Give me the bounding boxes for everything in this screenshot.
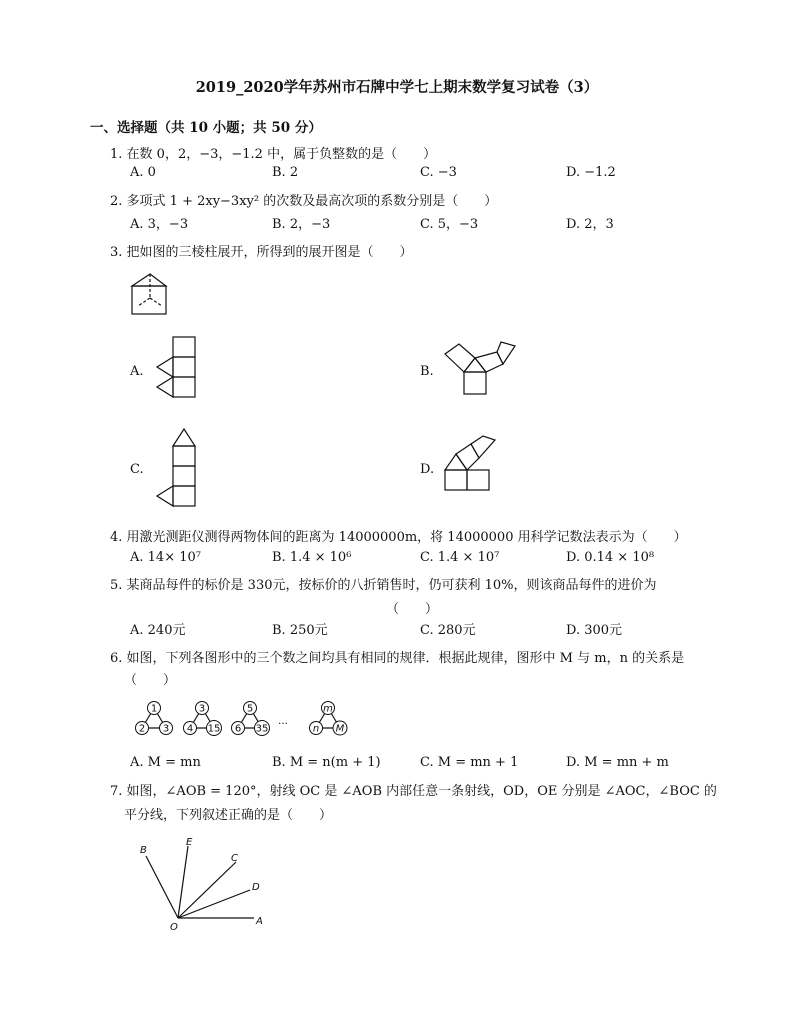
q3-net-a xyxy=(155,336,197,400)
q5-option-b[interactable]: B. 250元 xyxy=(272,623,328,638)
q2-option-a[interactable]: A. 3，−3 xyxy=(130,217,189,232)
q6-f3-right: 35 xyxy=(255,723,269,735)
question-5-stem-cont: （ ） xyxy=(386,602,439,617)
q3-option-d[interactable]: D. xyxy=(420,462,435,477)
q5-option-a[interactable]: A. 240元 xyxy=(130,623,186,638)
q6-ellipsis: … xyxy=(278,716,288,727)
q1-option-d[interactable]: D. −1.2 xyxy=(566,165,616,180)
q3-option-b[interactable]: B. xyxy=(420,364,434,379)
q6-figure-1 xyxy=(136,702,173,735)
q6-f4-left: n xyxy=(312,723,320,735)
q6-f1-left: 2 xyxy=(138,723,146,735)
prism-figure xyxy=(130,272,170,318)
q1-option-c[interactable]: C. −3 xyxy=(420,165,457,180)
question-7-stem: 7. 如图，∠AOB = 120°，射线 OC 是 ∠AOB 内部任意一条射线，OD，OE 分别是 ∠AOC，∠BOC 的 xyxy=(110,784,717,799)
q1-option-b[interactable]: B. 2 xyxy=(272,165,299,180)
q4-option-a[interactable]: A. 14× 10⁷ xyxy=(130,550,201,565)
q4-option-b[interactable]: B. 1.4 × 10⁶ xyxy=(272,550,352,565)
question-7-stem-cont: 平分线，下列叙述正确的是（ ） xyxy=(124,808,333,823)
q4-option-d[interactable]: D. 0.14 × 10⁸ xyxy=(566,550,655,565)
question-4-stem: 4. 用激光测距仪测得两物体间的距离为 14000000m，将 14000000 用科学记数法表示为（ ） xyxy=(110,530,687,545)
q5-option-d[interactable]: D. 300元 xyxy=(566,623,623,638)
q6-f2-right: 15 xyxy=(207,723,221,735)
q1-option-a[interactable]: A. 0 xyxy=(130,165,156,180)
q6-f1-right: 3 xyxy=(162,723,170,735)
question-6-stem-cont: （ ） xyxy=(124,673,177,688)
q7-label-b: B xyxy=(140,845,147,856)
q6-f2-top: 3 xyxy=(198,703,206,715)
q3-option-c[interactable]: C. xyxy=(130,462,144,477)
question-2-stem: 2. 多项式 1 + 2xy−3xy² 的次数及最高次项的系数分别是（ ） xyxy=(110,194,498,209)
q6-f1-top: 1 xyxy=(150,703,158,715)
q3-option-a[interactable]: A. xyxy=(130,364,144,379)
question-5-stem: 5. 某商品每件的标价是 330元，按标价的八折销售时，仍可获利 10%，则该商品每件的进价为 xyxy=(110,578,657,593)
question-3-stem: 3. 把如图的三棱柱展开，所得到的展开图是（ ） xyxy=(110,245,413,260)
q3-net-b xyxy=(443,340,518,396)
q7-label-e: E xyxy=(186,837,193,848)
q6-figure-2 xyxy=(184,702,222,736)
q6-pattern-figures xyxy=(128,698,358,740)
q7-label-a: A xyxy=(256,916,263,927)
q6-option-c[interactable]: C. M = mn + 1 xyxy=(420,755,519,770)
page-title: 2019_2020学年苏州市石牌中学七上期末数学复习试卷（3） xyxy=(195,79,599,96)
q7-label-o: O xyxy=(170,922,178,933)
q2-option-d[interactable]: D. 2，3 xyxy=(566,217,614,232)
q6-option-a[interactable]: A. M = mn xyxy=(130,755,201,770)
q6-figure-3 xyxy=(232,702,270,736)
q3-net-c xyxy=(155,428,197,508)
q4-option-c[interactable]: C. 1.4 × 10⁷ xyxy=(420,550,500,565)
q6-f4-right: M xyxy=(335,723,345,735)
q3-net-d xyxy=(443,436,499,492)
q6-f2-left: 4 xyxy=(186,723,194,735)
q7-angle-figure xyxy=(132,836,272,936)
q6-figure-general xyxy=(310,702,348,736)
q6-f3-top: 5 xyxy=(246,703,254,715)
q6-f3-left: 6 xyxy=(234,723,242,735)
q2-option-b[interactable]: B. 2，−3 xyxy=(272,217,331,232)
section-heading: 一、选择题（共 10 小题；共 50 分） xyxy=(90,120,322,136)
q6-option-d[interactable]: D. M = mn + m xyxy=(566,755,669,770)
q6-f4-top: m xyxy=(323,703,333,715)
q7-label-c: C xyxy=(231,853,238,864)
question-6-stem: 6. 如图，下列各图形中的三个数之间均具有相同的规律．根据此规律，图形中 M 与 m，n 的关系是 xyxy=(110,651,685,666)
q6-option-b[interactable]: B. M = n(m + 1) xyxy=(272,755,381,770)
q7-label-d: D xyxy=(252,882,260,893)
question-1-stem: 1. 在数 0，2，−3，−1.2 中，属于负整数的是（ ） xyxy=(110,147,437,162)
q5-option-c[interactable]: C. 280元 xyxy=(420,623,476,638)
q2-option-c[interactable]: C. 5，−3 xyxy=(420,217,479,232)
